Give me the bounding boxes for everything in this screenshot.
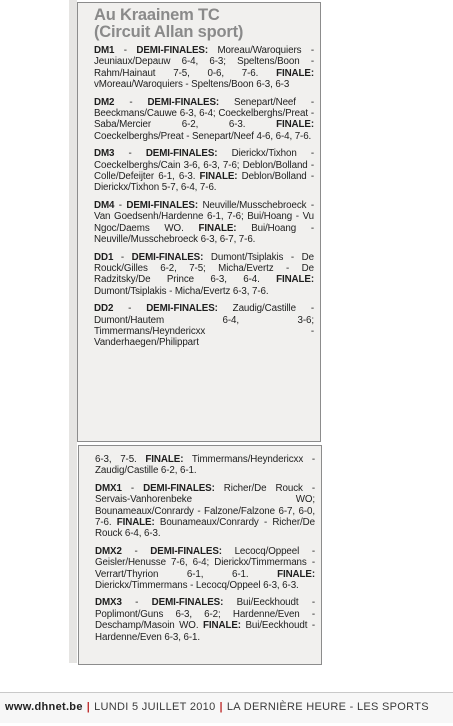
semi-results: Zaudig/Castille - Dumont/Hautem 6-4, 3-6; Timmermans/Heyndericxx - Vanderhaegen/Philippart xyxy=(94,303,314,349)
semi-label: DEMI-FINALES: xyxy=(136,45,209,56)
result-paragraph-dd2: DD2 - DEMI-FINALES: Zaudig/Castille - Dumont/Hautem 6-4, 3-6; Timmermans/Heyndericxx - Vanderhaegen/Philippart xyxy=(94,303,314,349)
category-label: DD1 xyxy=(94,251,114,263)
result-paragraph-dmx3: DMX3 - DEMI-FINALES: Bui/Eeckhoudt - Poplimont/Guns 6-3, 6-2; Hardenne/Even - Deschamp/Masoin WO. FINALE: Bui/Eeckhoudt - Hardenne/Even 6-3, 6-1. xyxy=(95,597,316,643)
category-label: DD2 xyxy=(94,303,114,315)
result-paragraph-dd1: DD1 - DEMI-FINALES: Dumont/Tsiplakis - De Rouck/Gilles 6-2, 7-5; Micha/Evertz - De Radzitsky/De Prince 6-3, 6-4. FINALE: Dumont/Tsiplakis - Micha/Evertz 6-3, 7-6. xyxy=(94,251,314,297)
final-label: FINALE: xyxy=(276,67,315,79)
semi-results: Neuville/Musschebroeck - Van Goedsenh/Hardenne 6-1, 7-6; Bui/Hoang - Vu Ngoc/Daems WO. xyxy=(94,199,315,234)
final-label: FINALE: xyxy=(145,454,184,465)
result-paragraph-dm3: DM3 - DEMI-FINALES: Dierickx/Tixhon - Coeckelberghs/Cain 3-6, 6-3, 7-6; Deblon/Bolland - Colle/Defeijter 6-1, 6-3. FINALE: Deblon/Bolland - Dierickx/Tixhon 5-7, 6-4, 7-6. xyxy=(94,148,314,194)
semi-results: Bui/Eeckhoudt - Poplimont/Guns 6-3, 6-2; Hardenne/Even - Deschamp/Masoin WO. xyxy=(95,597,315,632)
semi-results: Moreau/Waroquiers - Jeuniaux/Depauw 6-4, 6-3; Speltens/Boon - Rahm/Hainaut 7-5, 0-6, 7-6. xyxy=(94,45,314,79)
category-label: DMX1 xyxy=(95,482,122,494)
final-result: Bui/Hoang - Neuville/Musschebroeck 6-3, 6-7, 7-6. xyxy=(94,222,314,246)
final-label: FINALE: xyxy=(276,119,314,131)
final-label: FINALE: xyxy=(276,274,314,286)
clipping-part-1 xyxy=(77,2,321,442)
article-title xyxy=(78,7,320,41)
title-line-1: Au Kraainem TC xyxy=(94,6,220,24)
semi-label: DEMI-FINALES: xyxy=(147,96,220,108)
footer-paper: LA DERNIÈRE HEURE - LES SPORTS xyxy=(226,701,429,713)
semi-results: Lecocq/Oppeel - Geisler/Henusse 7-6, 6-4; Dierickx/Timmermans - Verrart/Thyrion 6-1, 6-1. xyxy=(95,545,316,580)
score-continuation: 6-3, 7-5. xyxy=(95,454,137,465)
scan-edge xyxy=(69,0,77,663)
title-line-2: (Circuit Allan sport) xyxy=(94,23,244,41)
semi-results: Dumont/Tsiplakis - De Rouck/Gilles 6-2, 7-5; Micha/Evertz - De Radzitsky/De Prince 6-3, 6-4. xyxy=(94,251,314,286)
semi-results: Richer/De Rouck - Servais-Vanhorenbeke WO; Bounameaux/Conrardy - Falzone/Falzone 6-7, 6-0, 7-6. xyxy=(95,482,316,529)
semi-label: DEMI-FINALES: xyxy=(145,148,218,160)
results-text xyxy=(78,45,320,349)
semi-label: DEMI-FINALES: xyxy=(151,597,224,609)
clipping-part-2 xyxy=(78,445,322,665)
category-label: DMX2 xyxy=(95,545,122,557)
semi-label: DEMI-FINALES: xyxy=(143,482,215,494)
final-label: FINALE: xyxy=(277,568,316,580)
semi-label: DEMI-FINALES: xyxy=(146,303,218,315)
category-label: DM3 xyxy=(94,148,115,160)
semi-results: Senepart/Neef - Beeckmans/Cauwe 6-3, 6-4; Coeckelberghs/Preat - Saba/Mercier 6-2, 6-3. xyxy=(94,96,314,131)
footer-date: LUNDI 5 JUILLET 2010 xyxy=(94,701,216,713)
final-result: vMoreau/Waroquiers - Speltens/Boon 6-3, 6-3 xyxy=(94,79,290,91)
semi-label: DEMI-FINALES: xyxy=(131,251,204,263)
final-result: Bounameaux/Conrardy - Richer/De Rouck 6-4, 6-3. xyxy=(95,517,315,540)
category-label: DM2 xyxy=(94,96,115,108)
result-paragraph-dm4: DM4 - DEMI-FINALES: Neuville/Musschebroeck - Van Goedsenh/Hardenne 6-1, 7-6; Bui/Hoang - Vu Ngoc/Daems WO. FINALE: Bui/Hoang - Neuville/Musschebroeck 6-3, 6-7, 7-6. xyxy=(94,199,315,246)
final-label: FINALE: xyxy=(198,222,237,234)
result-paragraph-dm2: DM2 - DEMI-FINALES: Senepart/Neef - Beeckmans/Cauwe 6-3, 6-4; Coeckelberghs/Preat - Saba/Mercier 6-2, 6-3. FINALE: Coeckelberghs/Preat - Senepart/Neef 4-6, 6-4, 7-6. xyxy=(94,96,314,142)
final-result: Dumont/Tsiplakis - Micha/Evertz 6-3, 7-6. xyxy=(94,285,269,297)
footer-separator: | xyxy=(86,701,91,713)
category-label: DM1 xyxy=(94,45,115,56)
semi-label: DEMI-FINALES: xyxy=(150,545,222,557)
dd2-final-continuation xyxy=(95,454,315,477)
final-result: Timmermans/Heyndericxx - Zaudig/Castille 6-2, 6-1. xyxy=(95,454,315,477)
final-result: Dierickx/Timmermans - Lecocq/Oppeel 6-3, 6-3. xyxy=(95,580,299,592)
footer-separator: | xyxy=(219,701,223,713)
result-paragraph-dmx1: DMX1 - DEMI-FINALES: Richer/De Rouck - Servais-Vanhorenbeke WO; Bounameaux/Conrardy - Falzone/Falzone 6-7, 6-0, 7-6. FINALE: Bounameaux/Conrardy - Richer/De Rouck 6-4, 6-3. xyxy=(95,482,316,540)
final-label: FINALE: xyxy=(116,517,155,529)
final-label: FINALE: xyxy=(202,620,241,632)
footer-site: www.dhnet.be xyxy=(5,701,83,713)
results-text-continued xyxy=(79,454,321,643)
semi-label: DEMI-FINALES: xyxy=(126,199,199,211)
result-paragraph-dm1: DM1 - DEMI-FINALES: Moreau/Waroquiers - Jeuniaux/Depauw 6-4, 6-3; Speltens/Boon - Rahm/Hainaut 7-5, 0-6, 7-6. FINALE: vMoreau/Waroquiers - Speltens/Boon 6-3, 6-3 xyxy=(94,45,315,91)
newspaper-footer xyxy=(0,692,453,723)
result-paragraph-dmx2: DMX2 - DEMI-FINALES: Lecocq/Oppeel - Geisler/Henusse 7-6, 6-4; Dierickx/Timmermans - Verrart/Thyrion 6-1, 6-1. FINALE: Dierickx/Timmermans - Lecocq/Oppeel 6-3, 6-3. xyxy=(95,545,316,592)
final-result: Bui/Eeckhoudt - Hardenne/Even 6-3, 6-1. xyxy=(95,620,316,643)
mixed-results xyxy=(95,483,315,643)
final-label: FINALE: xyxy=(199,171,238,183)
category-label: DM4 xyxy=(94,199,115,211)
semi-results: Dierickx/Tixhon - Coeckelberghs/Cain 3-6, 6-3, 7-6; Deblon/Bolland - Colle/Defeijter 6-1, 6-3. xyxy=(94,148,314,183)
category-label: DMX3 xyxy=(95,597,122,609)
final-result: Deblon/Bolland - Dierickx/Tixhon 5-7, 6-4, 7-6. xyxy=(94,171,314,194)
final-result: Coeckelberghs/Preat - Senepart/Neef 4-6, 6-4, 7-6. xyxy=(94,130,312,142)
